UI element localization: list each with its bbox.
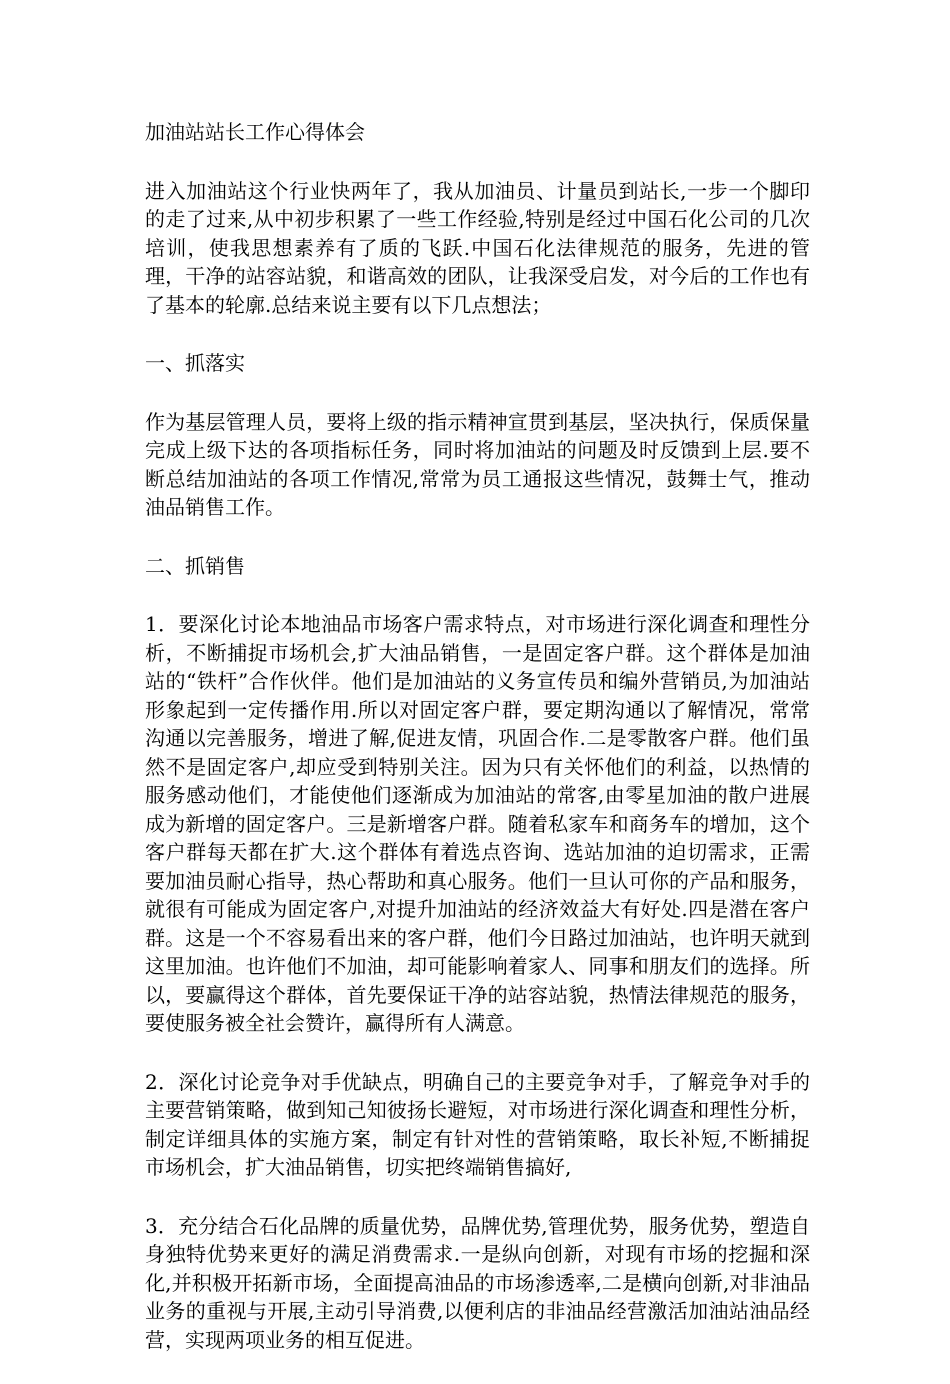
section-heading-sales: 二、抓销售 [145, 553, 245, 578]
document-title: 加油站站长工作心得体会 [145, 120, 365, 144]
sales-item-2: 2．深化讨论竞争对手优缺点，明确自己的主要竞争对手，了解竞争对手的主要营销策略，做到知己知彼扬长避短，对市场进行深化调查和理性分析，制定详细具体的实施方案，制定有针对性的营销策略，取长补短,不断捕捉市场机会，扩大油品销售，切实把终端销售搞好, [145, 1069, 810, 1179]
sales-item-3: 3．充分结合石化品牌的质量优势，品牌优势,管理优势，服务优势，塑造自身独特优势来更好的满足消费需求.一是纵向创新，对现有市场的挖掘和深化,并积极开拓新市场，全面提高油品的市场渗透率,二是横向创新,对非油品业务的重视与开展,主动引导消费,以便利店的非油品经营激活加油站油品经营，实现两项业务的相互促进。 [145, 1213, 810, 1352]
sales-item-1: 1．要深化讨论本地油品市场客户需求特点，对市场进行深化调查和理性分析，不断捕捉市场机会,扩大油品销售，一是固定客户群。这个群体是加油站的“铁杆”合作伙伴。他们是加油站的义务宣传员和编外营销员,为加油站形象起到一定传播作用.所以对固定客户群，要定期沟通以了解情况，常常沟通以完善服务，增进了解,促进友情，巩固合作.二是零散客户群。他们虽然不是固定客户,却应受到特别关注。因为只有关怀他们的利益，以热情的服务感动他们，才能使他们逐渐成为加油站的常客,由零星加油的散户进展成为新增的固定客户。三是新增客户群。随着私家车和商务车的增加，这个客户群每天都在扩大.这个群体有着选点咨询、选站加油的迫切需求，正需要加油员耐心指导，热心帮助和真心服务。他们一旦认可你的产品和服务，就很有可能成为固定客户,对提升加油站的经济效益大有好处.四是潜在客户群。这是一个不容易看出来的客户群，他们今日路过加油站，也许明天就到这里加油。也许他们不加油，却可能影响着家人、同事和朋友们的选择。所以，要赢得这个群体，首先要保证干净的站容站貌，热情法律规范的服务，要使服务被全社会赞许，赢得所有人满意。 [145, 612, 810, 1035]
section-heading-implementation: 一、抓落实 [145, 351, 245, 375]
section-body-implementation: 作为基层管理人员，要将上级的指示精神宣贯到基层，坚决执行，保质保量完成上级下达的各项指标任务，同时将加油站的问题及时反馈到上层.要不断总结加油站的各项工作情况,常常为员工通报这些情况，鼓舞士气，推动油品销售工作。 [145, 409, 810, 519]
document-page [145, 118, 810, 1384]
intro-paragraph: 进入加油站这个行业快两年了，我从加油员、计量员到站长,一步一个脚印的走了过来,从中初步积累了一些工作经验,特别是经过中国石化公司的几次培训，使我思想素养有了质的飞跃.中国石化法律规范的服务，先进的管理，干净的站容站貌，和谐高效的团队，让我深受启发，对今后的工作也有了基本的轮廓.总结来说主要有以下几点想法； [145, 178, 810, 317]
